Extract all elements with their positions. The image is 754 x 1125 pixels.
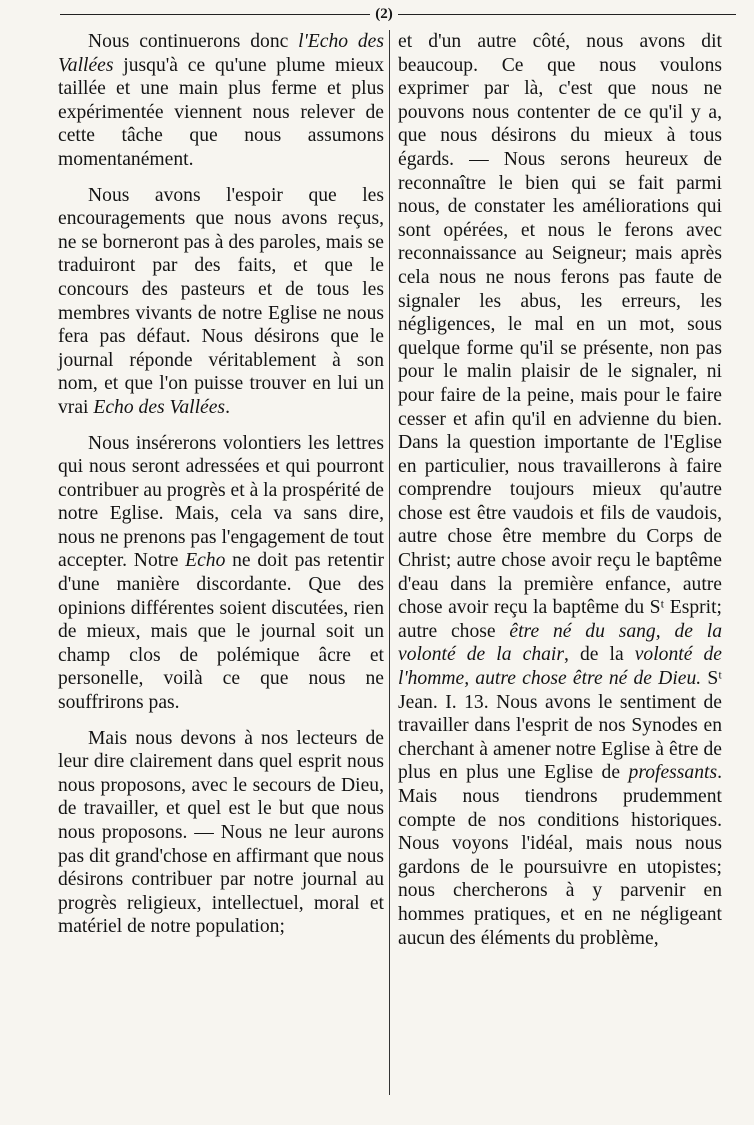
text: Nous insérerons volontiers les lettres qui nous seront adressées et qui pourront contribuer au progrès et à la prospérité de notre Eglise. Mais, cela va sans dire, nous ne prenons pas l'engagement de tout accepter. Notre	[58, 432, 384, 572]
paragraph-5	[398, 30, 722, 950]
text: Sᵗ Jean. I. 13. Nous avons le sentiment de travailler dans l'esprit de nos Synodes en cherchant à amener notre Eglise à être de plus en plus une Eglise de	[398, 668, 723, 784]
text: Nous avons l'espoir que les encouragements que nous avons reçus, ne se borneront pas à des paroles, mais se traduiront par des faits, et que le concours des pasteurs et de tous les membres vivants de notre Eglise ne nous fera pas défaut. Nous désirons que le journal réponde véritablement à son nom, et que l'on puisse trouver en lui un vrai	[58, 184, 384, 418]
paragraph-1	[58, 30, 384, 172]
scripture-quote: volonté de l'homme, autre chose être né de Dieu.	[398, 644, 722, 690]
paragraph-3	[58, 432, 384, 715]
emphasis: professants	[628, 762, 718, 784]
text: Mais nous devons à nos lecteurs de leur dire clairement dans quel esprit nous nous proposons, avec le secours de Dieu, de travailler, et quel est le but que nous nous proposons. — Nous ne leur aurons pas dit grand'chose en affirmant que nous désirons contribuer par notre journal au progrès religieux, intellectuel, moral et matériel de notre population;	[58, 727, 384, 938]
text: Nous continuerons donc	[88, 31, 299, 52]
page-header	[60, 4, 736, 26]
text: .	[225, 396, 230, 418]
header-rule-right	[398, 14, 736, 15]
right-column	[398, 30, 722, 950]
paragraph-2	[58, 184, 384, 420]
header-rule-left	[60, 14, 370, 15]
text: , de la	[563, 644, 635, 666]
text: . Mais nous tiendrons prudemment compte de nos conditions historiques. Nous voyons l'idéal, mais nous nous gardons de le poursuivre en utopistes; nous chercherons à y parvenir en hommes pratiques, et en ne négligeant aucun des éléments du problème,	[398, 762, 722, 949]
left-column	[58, 30, 384, 939]
page-number: (2)	[375, 6, 393, 22]
text: et d'un autre côté, nous avons dit beaucoup. Ce que nous voulons exprimer par là, c'est que nous ne pouvons nous contenter de ce qu'il y a, que nous désirons du mieux à tous égards. — Nous serons heureux de reconnaître le bien qui se fait parmi nous, de constater les améliorations qui sont opérées, et nous le ferons avec reconnaissance au Seigneur; mais après cela nous ne nous ferons pas faute de signaler les abus, les erreurs, les négligences, le mal en un mot, sous quelque forme qu'il se présente, non pas pour le malin plaisir de le signaler, ni pour faire de la peine, mais pour le faire cesser et afin qu'il en advienne du bien. Dans la question importante de l'Eglise en particulier, nous travaillerons à faire comprendre toujours mieux qu'autre chose est être vaudois et fils de vaudois, autre chose être membre du Corps de Christ; autre chose avoir reçu le baptême d'eau dans la première enfance, autre chose avoir reçu la baptême du Sᵗ Esprit; autre chose	[398, 31, 722, 642]
text: ne doit pas retentir d'une manière discordante. Que des opinions différentes soient discutées, rien de mieux, mais que le journal soit un champ clos de polémique âcre et personelle, voilà ce que nous ne souffrirons pas.	[58, 550, 384, 714]
text: jusqu'à ce qu'une plume mieux taillée et une main plus ferme et plus expérimentée viennent nous relever de cette tâche que nous assumons momentanément.	[58, 54, 384, 170]
paragraph-4	[58, 727, 384, 939]
journal-title: Echo	[185, 550, 226, 572]
journal-title: Echo des Vallées	[93, 396, 226, 418]
column-divider	[389, 30, 390, 1095]
scripture-quote: être né du sang, de la volonté de la chair	[398, 620, 722, 666]
journal-title: l'Echo des Vallées	[58, 31, 384, 76]
